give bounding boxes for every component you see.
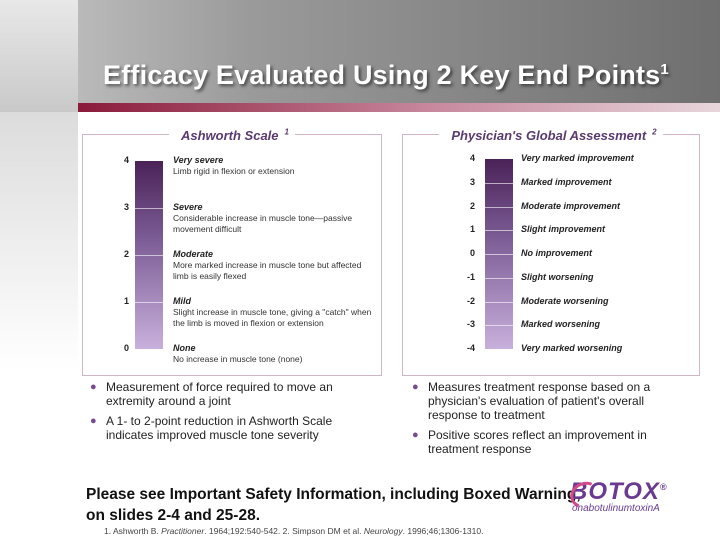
scale-tick-line	[135, 255, 163, 256]
scale-level-description: Slight increase in muscle tone, giving a "catch" when the limb is moved in flexion or extension	[173, 307, 372, 328]
ref-journal: Neurology	[363, 526, 403, 536]
scale-tick-line	[485, 230, 513, 231]
scale-level-name: Very severe	[173, 155, 224, 165]
scale-tick-line	[485, 207, 513, 208]
bullet-text: Positive scores reflect an improvement in treatment response	[428, 428, 647, 456]
list-item	[412, 428, 692, 456]
scale-tick-line	[485, 325, 513, 326]
slide-title-text: Efficacy Evaluated Using 2 Key End Points	[103, 60, 661, 90]
ashworth-bullets	[90, 380, 370, 448]
pga-title-text: Physician's Global Assessment	[445, 128, 652, 143]
scale-tick-line	[135, 302, 163, 303]
scale-level-description: No increase in muscle tone (none)	[173, 354, 303, 364]
references	[104, 526, 483, 536]
scale-level-name: Moderate	[173, 249, 214, 259]
scale-level-name: None	[173, 343, 196, 353]
header-band	[0, 0, 720, 112]
scale-level-label: Moderate improvement	[521, 200, 621, 211]
scale-number: 2	[123, 249, 129, 259]
scale-number: -1	[466, 271, 475, 282]
ashworth-panel	[82, 127, 382, 376]
scale-number: -3	[466, 319, 475, 330]
scale-number: -2	[466, 295, 475, 306]
scale-number: 3	[469, 176, 475, 187]
scale-level-name: Severe	[173, 202, 203, 212]
scale-tick-line	[485, 254, 513, 255]
ashworth-title	[83, 127, 381, 145]
scale-tick-line	[485, 278, 513, 279]
scale-level-name: Mild	[173, 296, 191, 306]
bullet-text: A 1- to 2-point reduction in Ashworth Scale indicates improved muscle tone severity	[106, 414, 333, 442]
scale-level-label: Slight worsening	[521, 271, 594, 282]
header-left-panel	[0, 0, 78, 112]
pga-panel	[402, 127, 700, 376]
ashworth-title-text: Ashworth Scale	[175, 128, 285, 143]
list-item	[412, 380, 692, 422]
scale-number: 1	[123, 296, 129, 306]
ref-journal: Practitioner	[161, 526, 205, 536]
bullet-dot-icon: ●	[90, 381, 97, 393]
scale-number: 4	[469, 153, 475, 163]
scale-tick-line	[485, 302, 513, 303]
header-accent-bar	[78, 103, 720, 112]
scale-tick-line	[135, 208, 163, 209]
bullet-dot-icon: ●	[412, 381, 419, 393]
bullet-dot-icon: ●	[412, 429, 419, 441]
list-item	[90, 380, 370, 408]
safety-notice: Please see Important Safety Information, including Boxed Warning, on slides 2-4 and 25-28.	[86, 486, 581, 524]
scale-level-label: Very marked worsening	[521, 343, 623, 353]
bullet-dot-icon: ●	[90, 415, 97, 427]
scale-level-description: Considerable increase in muscle tone—passive movement difficult	[173, 213, 353, 234]
scale-number: 3	[123, 202, 129, 212]
slide-title	[0, 60, 720, 91]
scale-number: -4	[466, 343, 475, 353]
pga-bullets	[412, 380, 692, 462]
scale-level-description: More marked increase in muscle tone but affected limb is easily flexed	[173, 260, 362, 281]
scale-level-label: Very marked improvement	[521, 153, 634, 163]
scale-level-label: Slight improvement	[521, 224, 606, 235]
scale-level-label: No improvement	[521, 248, 593, 258]
pga-title-sup: 2	[652, 127, 657, 137]
logo-word: BOTOX®	[570, 478, 668, 505]
scale-number: 0	[123, 343, 129, 353]
left-gradient-strip	[0, 112, 78, 372]
slide-title-sup: 1	[660, 61, 669, 78]
logo-subtitle: onabotulinumtoxinA	[572, 503, 660, 514]
botox-logo	[570, 478, 680, 518]
scale-number: 4	[123, 155, 129, 165]
scale-level-description: Limb rigid in flexion or extension	[173, 166, 295, 176]
ref-text: 1. Ashworth B.	[104, 526, 162, 536]
list-item	[90, 414, 370, 442]
scale-number: 1	[469, 224, 475, 235]
pga-title	[403, 127, 699, 145]
scale-number: 0	[469, 248, 475, 258]
bullet-text: Measurement of force required to move an extremity around a joint	[106, 380, 333, 408]
scale-level-label: Moderate worsening	[521, 295, 609, 306]
scale-number: 2	[469, 200, 475, 211]
bullet-text: Measures treatment response based on a physician's evaluation of patient's overall response to treatment	[428, 380, 651, 422]
ref-text: . 1996;46;1306-1310.	[402, 526, 484, 536]
scale-tick-line	[485, 183, 513, 184]
scale-level-label: Marked worsening	[521, 319, 601, 330]
scale-level-label: Marked improvement	[521, 176, 612, 187]
ashworth-title-sup: 1	[284, 127, 289, 137]
ref-text: . 1964;192:540-542. 2. Simpson DM et al.	[204, 526, 364, 536]
